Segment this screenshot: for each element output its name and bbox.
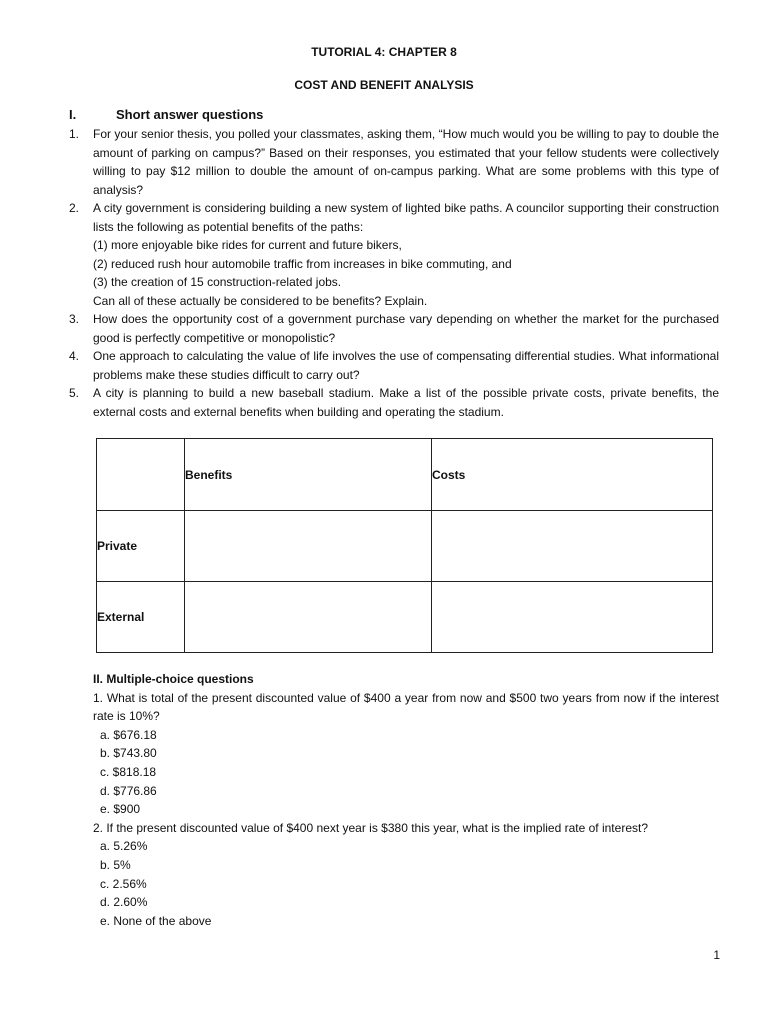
table-header-benefits: Benefits xyxy=(185,439,432,511)
stadium-cost-benefit-table xyxy=(96,438,713,653)
mc-option: a. 5.26% xyxy=(100,839,148,854)
section-2-title: II. Multiple-choice questions xyxy=(93,672,254,686)
table-cell-private-costs xyxy=(432,511,713,582)
mc-question-2: 2. If the present discounted value of $400 next year is $380 this year, what is the implied rate of interest? xyxy=(93,820,648,835)
section-1-heading xyxy=(69,107,263,122)
question-text: A city is planning to build a new baseball stadium. Make a list of the possible private costs, private benefits, the external costs and external benefits when building and operating the stadium. xyxy=(93,386,719,419)
section-1-title: Short answer questions xyxy=(116,107,264,122)
table-corner-cell xyxy=(97,439,185,511)
question-text: For your senior thesis, you polled your classmates, asking them, “How much would you be willing to pay to double the amount of parking on campus?” Based on their responses, you estimated that your fellow students were collectively willing to pay $12 million to double the amount of on-campus parking. What are some problems with this type of analysis? xyxy=(93,127,719,197)
short-answer-list xyxy=(69,125,719,421)
mc-option: e. None of the above xyxy=(100,913,212,928)
mc-option: a. $676.18 xyxy=(100,727,157,742)
question-item xyxy=(69,199,719,310)
page-number: 1 xyxy=(713,948,720,962)
mc-option: b. $743.80 xyxy=(100,746,157,761)
table-row-label-private: Private xyxy=(97,511,185,582)
table-header-costs: Costs xyxy=(432,439,713,511)
question-item xyxy=(69,347,719,384)
mc-option: b. 5% xyxy=(100,857,131,872)
mc-question-1: 1. What is total of the present discounted value of $400 a year from now and $500 two years from now if the interest rate is 10%? xyxy=(93,690,719,724)
question-number: 4. xyxy=(69,349,80,363)
question-number: 2. xyxy=(69,201,80,215)
table-row-label-external: External xyxy=(97,582,185,653)
subject-title: COST AND BENEFIT ANALYSIS xyxy=(294,78,474,92)
question-text: One approach to calculating the value of life involves the use of compensating differential studies. What informational problems make these studies difficult to carry out? xyxy=(93,349,719,382)
section-1-number: I. xyxy=(69,107,77,122)
question-text: (1) more enjoyable bike rides for current and future bikers, xyxy=(93,238,402,252)
multiple-choice-section xyxy=(93,670,719,930)
question-text: (2) reduced rush hour automobile traffic from increases in bike commuting, and xyxy=(93,256,512,271)
mc-option: c. 2.56% xyxy=(100,876,147,891)
mc-option: c. $818.18 xyxy=(100,764,157,779)
question-item xyxy=(69,310,719,347)
question-number: 3. xyxy=(69,312,80,326)
question-text: (3) the creation of 15 construction-related jobs. xyxy=(93,275,342,289)
table-cell-external-benefits xyxy=(185,582,432,653)
question-number: 5. xyxy=(69,386,80,400)
question-item xyxy=(69,384,719,421)
tutorial-title: TUTORIAL 4: CHAPTER 8 xyxy=(311,45,457,59)
table-cell-private-benefits xyxy=(185,511,432,582)
question-text: A city government is considering building a new system of lighted bike paths. A councilor supporting their construction lists the following as potential benefits of the paths: xyxy=(93,201,719,234)
question-number: 1. xyxy=(69,127,80,141)
mc-option: e. $900 xyxy=(100,802,141,817)
question-text: Can all of these actually be considered to be benefits? Explain. xyxy=(93,293,428,308)
question-text: How does the opportunity cost of a government purchase vary depending on whether the market for the purchased good is perfectly competitive or monopolistic? xyxy=(93,312,719,345)
table-cell-external-costs xyxy=(432,582,713,653)
mc-option: d. 2.60% xyxy=(100,895,148,910)
question-item xyxy=(69,125,719,199)
mc-option: d. $776.86 xyxy=(100,783,157,798)
